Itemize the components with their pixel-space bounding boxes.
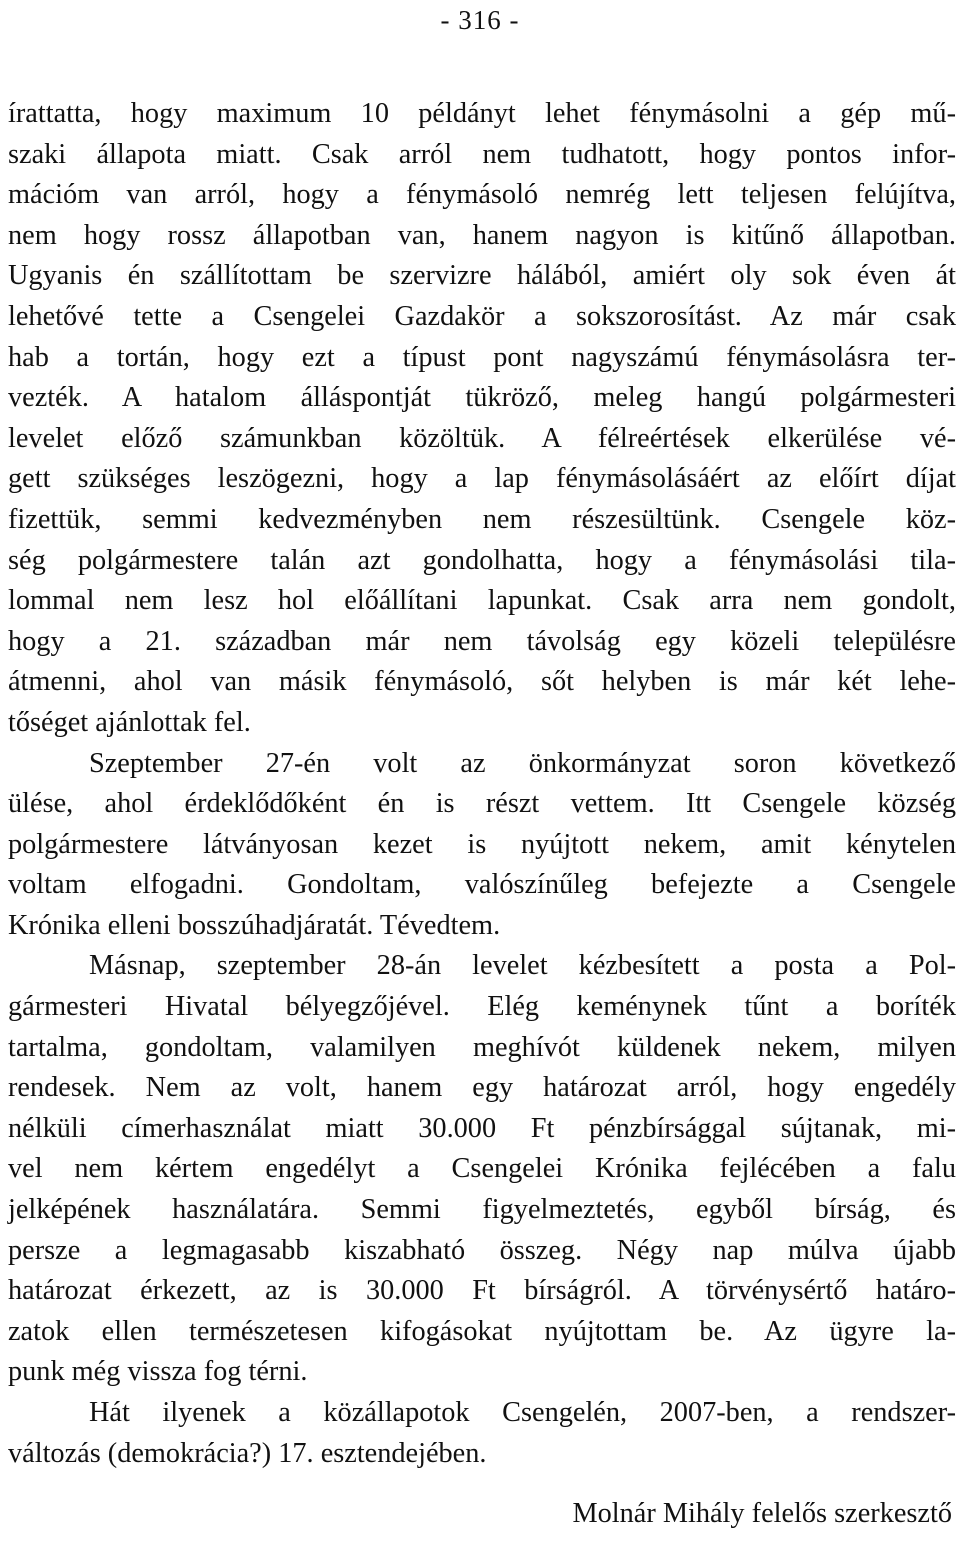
text-line: átmenni, ahol van másik fénymásoló, sőt helyben is már két lehe-	[8, 666, 956, 698]
text-line: Szeptember 27-én volt az önkormányzat soron következő	[89, 747, 956, 779]
text-line: gármesteri Hivatal bélyegzőjével. Elég keménynek tűnt a boríték	[8, 991, 956, 1023]
text-line: hab a tortán, hogy ezt a típust pont nagyszámú fénymásolásra ter-	[8, 341, 956, 373]
text-line: jelképének használatára. Semmi figyelmeztetés, egyből bírság, és	[8, 1194, 956, 1226]
page-number: - 316 -	[440, 5, 520, 35]
text-line: szaki állapota miatt. Csak arról nem tudhatott, hogy pontos infor-	[8, 138, 956, 170]
text-line: Másnap, szeptember 28-án levelet kézbesített a posta a Pol-	[89, 950, 956, 982]
text-line: tartalma, gondoltam, valamilyen meghívót küldenek nekem, milyen	[8, 1031, 956, 1063]
text-line: vel nem kértem engedélyt a Csengelei Krónika fejlécében a falu	[8, 1153, 956, 1185]
text-line: vezték. A hatalom álláspontját tükröző, meleg hangú polgármesteri	[8, 382, 956, 414]
text-line: lehetővé tette a Csengelei Gazdakör a sokszorosítást. Az már csak	[8, 300, 956, 332]
text-line: zatok ellen természetesen kifogásokat nyújtottam be. Az ügyre la-	[8, 1315, 956, 1347]
body-text	[8, 94, 956, 1474]
text-line: voltam elfogadni. Gondoltam, valószínűleg befejezte a Csengele	[8, 869, 956, 901]
text-line: tőséget ajánlottak fel.	[8, 706, 251, 738]
text-line: ülése, ahol érdeklődőként én is részt vettem. Itt Csengele község	[8, 788, 956, 820]
text-line: gett szükséges leszögezni, hogy a lap fénymásolásáért az előírt díjat	[8, 463, 956, 495]
text-line: persze a legmagasabb kiszabható összeg. Négy nap múlva újabb	[8, 1234, 956, 1266]
text-line: hogy a 21. században már nem távolság egy közeli településre	[8, 625, 956, 657]
text-line: fizettük, semmi kedvezményben nem részesültünk. Csengele köz-	[8, 503, 956, 535]
text-line: polgármestere látványosan kezet is nyújtott nekem, amit kénytelen	[8, 828, 956, 860]
text-line: Ugyanis én szállítottam be szervizre hálából, amiért oly sok éven át	[8, 260, 956, 292]
text-line: írattatta, hogy maximum 10 példányt lehet fénymásolni a gép mű-	[8, 98, 956, 129]
text-line: Krónika elleni bosszúhadjáratát. Tévedtem.	[8, 909, 501, 941]
text-line: nem hogy rossz állapotban van, hanem nagyon is kitűnő állapotban.	[8, 219, 956, 251]
text-line: levelet előző számunkban közöltük. A félreértések elkerülése vé-	[8, 422, 956, 454]
text-line: rendesek. Nem az volt, hanem egy határozat arról, hogy engedély	[8, 1072, 956, 1104]
text-line: ség polgármestere talán azt gondolhatta, hogy a fénymásolási tila-	[8, 544, 956, 576]
text-line: mációm van arról, hogy a fénymásoló nemrég lett teljesen felújítva,	[8, 179, 956, 211]
text-line: lommal nem lesz hol előállítani lapunkat. Csak arra nem gondolt,	[8, 585, 956, 617]
signature: Molnár Mihály felelős szerkesztő	[572, 1498, 952, 1529]
text-line: változás (demokrácia?) 17. esztendejében.	[8, 1437, 487, 1469]
text-line: punk még vissza fog térni.	[8, 1356, 308, 1388]
text-line: nélküli címerhasználat miatt 30.000 Ft pénzbírsággal sújtanak, mi-	[8, 1112, 956, 1144]
text-line: határozat érkezett, az is 30.000 Ft bírságról. A törvénysértő határo-	[8, 1275, 956, 1307]
text-line: Hát ilyenek a közállapotok Csengelén, 2007-ben, a rendszer-	[89, 1397, 956, 1428]
